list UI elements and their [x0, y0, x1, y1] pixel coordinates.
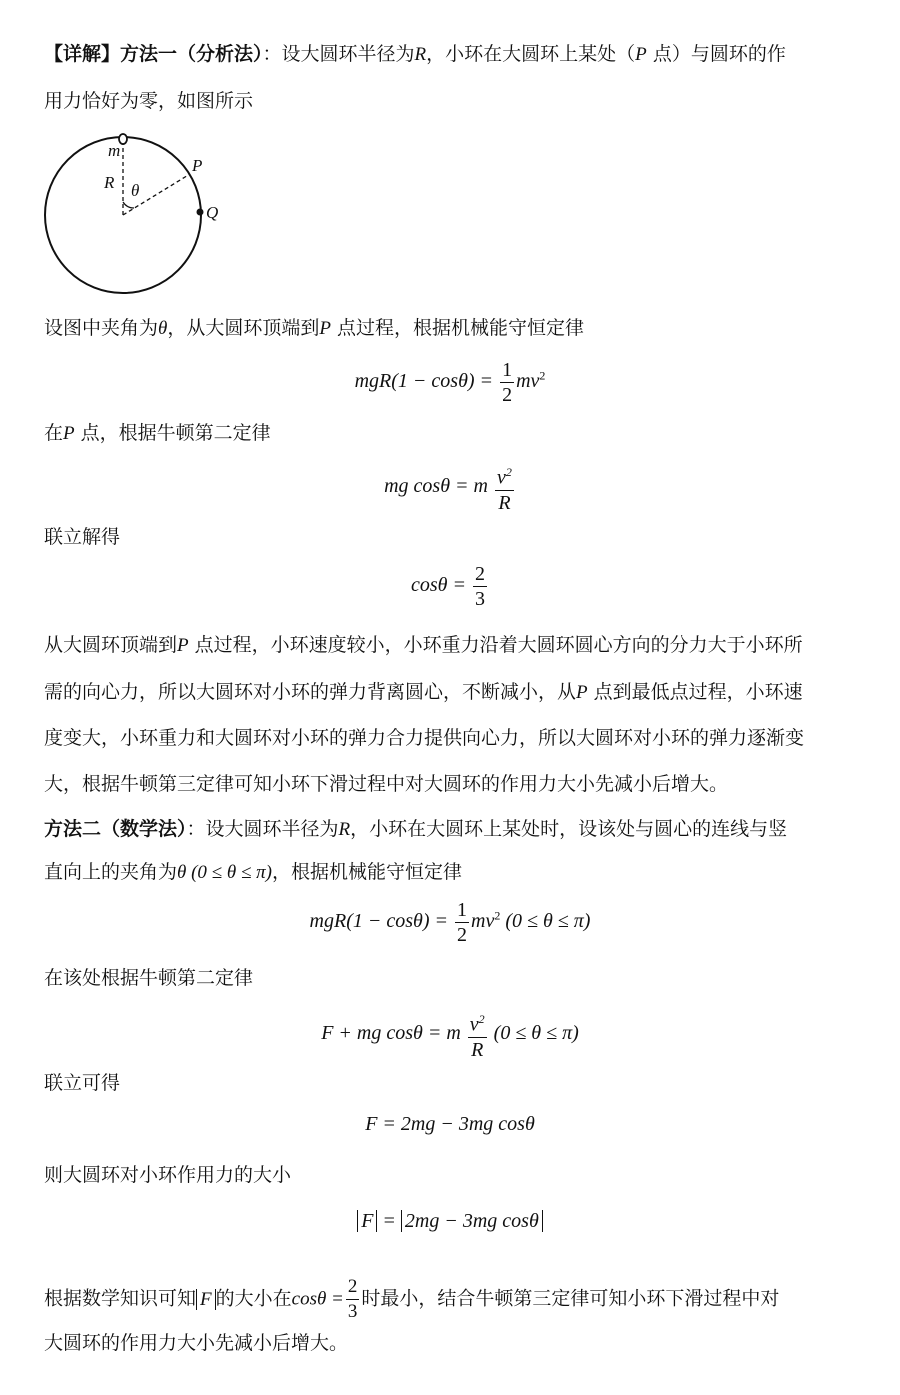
paragraph-analysis-line2 [44, 677, 803, 708]
denominator: 2 [457, 924, 467, 946]
equation-energy-general [0, 898, 900, 947]
text: 点）与圆环的作 [646, 43, 786, 65]
text: 在 [44, 422, 64, 444]
var-P: P [177, 635, 189, 656]
eq-left: F + mg cosθ = m [321, 1021, 461, 1044]
equation-energy [0, 358, 900, 407]
circle-diagram [38, 132, 238, 302]
fraction [455, 898, 469, 947]
eq-left: mg cosθ = m [384, 474, 488, 497]
label-Q: Q [206, 203, 219, 222]
var-theta: θ [158, 318, 168, 339]
var-P: P [63, 423, 75, 444]
text: ，小环在大圆环上某处（ [426, 43, 636, 65]
fraction [500, 358, 514, 407]
text: ，小环在大圆环上某处时，设该处与圆心的连线与竖 [350, 818, 788, 840]
exponent: 2 [494, 908, 501, 923]
text: 直向上的夹角为 [44, 861, 178, 883]
text: 点过程，小环速度较小，小环重力沿着大圆环圆心方向的分力大于小环所 [188, 634, 803, 656]
var-P: P [576, 682, 588, 703]
method1-heading: 方法一（分析法） [120, 43, 263, 65]
range: (0 ≤ θ ≤ π) [186, 862, 272, 883]
paragraph-method1-energy [44, 313, 584, 344]
eq-left: cosθ = [411, 574, 466, 597]
label-m: m [108, 141, 121, 160]
range: (0 ≤ θ ≤ π) [505, 910, 591, 933]
range: (0 ≤ θ ≤ π) [493, 1021, 579, 1044]
paragraph-conclusion-line2: 大圆环的作用力大小先减小后增大。 [44, 1332, 349, 1354]
numerator: 2 [346, 1275, 360, 1300]
paragraph-newton-second [44, 418, 271, 449]
abs-F: F [196, 1289, 216, 1310]
denominator: 3 [474, 588, 485, 610]
numerator: 1 [457, 899, 467, 921]
point-Q [197, 209, 204, 216]
text: 从大圆环顶端到 [44, 634, 178, 656]
var-R: R [338, 819, 351, 840]
cos-theta: cosθ = [291, 1288, 344, 1310]
paragraph-combine: 联立可得 [44, 1072, 121, 1094]
denominator: 2 [502, 384, 513, 406]
paragraph-method2-line1 [44, 814, 787, 845]
equation-newton [0, 460, 900, 515]
fraction [468, 1007, 487, 1062]
equation-cos [0, 562, 900, 611]
paragraph-intro-line1 [44, 39, 786, 70]
denominator: R [498, 491, 511, 514]
method2-heading: 方法二（数学法） [44, 818, 187, 840]
text: 需的向心力，所以大圆环对小环的弹力背离圆心，不断减小，从 [44, 681, 577, 703]
var-theta: θ [177, 862, 187, 883]
var-P: P [635, 44, 647, 65]
detail-bracket: 【详解】 [44, 43, 121, 65]
exponent: 2 [539, 368, 546, 383]
denominator: 3 [347, 1301, 358, 1322]
exponent: 2 [505, 465, 512, 479]
abs-expression: 2mg − 3mg cosθ [401, 1210, 543, 1232]
eq-right: mv [516, 370, 540, 393]
eq-left: mgR(1 − cosθ) = [309, 910, 448, 933]
text: 根据数学知识可知 [44, 1287, 197, 1310]
numerator [468, 1007, 487, 1038]
text: ：设大圆环半径为 [262, 43, 415, 65]
text: 点，根据牛顿第二定律 [74, 422, 271, 444]
exponent: 2 [478, 1012, 485, 1026]
text: 的大小在 [215, 1287, 292, 1310]
var-R: R [414, 44, 427, 65]
paragraph-conclusion-line1 [44, 1275, 779, 1324]
text: 时最小，结合牛顿第三定律可知小环下滑过程中对 [361, 1287, 780, 1310]
angle-arc [123, 202, 134, 208]
label-theta: θ [131, 181, 140, 200]
equation-F: F = 2mg − 3mg cosθ [365, 1113, 535, 1135]
paragraph-method2-line2 [44, 857, 462, 888]
text: ：设大圆环半径为 [186, 818, 339, 840]
numerator: 1 [502, 359, 513, 381]
text: 设图中夹角为 [44, 317, 159, 339]
eq-right: mv [471, 910, 495, 933]
paragraph-analysis-line3: 度变大，小环重力和大圆环对小环的弹力合力提供向心力，所以大圆环对小环的弹力逐渐变 [44, 727, 805, 749]
label-R: R [104, 173, 115, 192]
numerator [495, 460, 514, 491]
equation-newton-general [0, 1007, 900, 1062]
denominator: R [471, 1038, 484, 1061]
paragraph-solve: 联立解得 [44, 526, 121, 548]
eq-left: mgR(1 − cosθ) = [354, 370, 494, 393]
text: ，从大圆环顶端到 [167, 317, 320, 339]
label-P: P [192, 156, 203, 175]
equation-abs-F [0, 1210, 900, 1233]
paragraph-magnitude: 则大圆环对小环作用力的大小 [44, 1164, 292, 1186]
fraction [473, 562, 487, 611]
abs-F: F [357, 1210, 377, 1232]
text: ，根据机械能守恒定律 [271, 861, 462, 883]
fraction [346, 1275, 360, 1324]
num-v: v [469, 1013, 479, 1036]
paragraph-newton-general: 在该处根据牛顿第二定律 [44, 967, 254, 989]
text: 点过程，根据机械能守恒定律 [330, 317, 585, 339]
paragraph-analysis-line1 [44, 630, 803, 661]
var-P: P [319, 318, 331, 339]
num-v: v [496, 466, 506, 489]
fraction [495, 460, 514, 515]
text: 点到最低点过程，小环速 [587, 681, 803, 703]
numerator: 2 [474, 563, 485, 585]
paragraph-intro-line2: 用力恰好为零，如图所示 [44, 90, 254, 112]
paragraph-analysis-line4: 大，根据牛顿第三定律可知小环下滑过程中对大圆环的作用力大小先减小后增大。 [44, 773, 729, 795]
equals: = [377, 1210, 401, 1232]
